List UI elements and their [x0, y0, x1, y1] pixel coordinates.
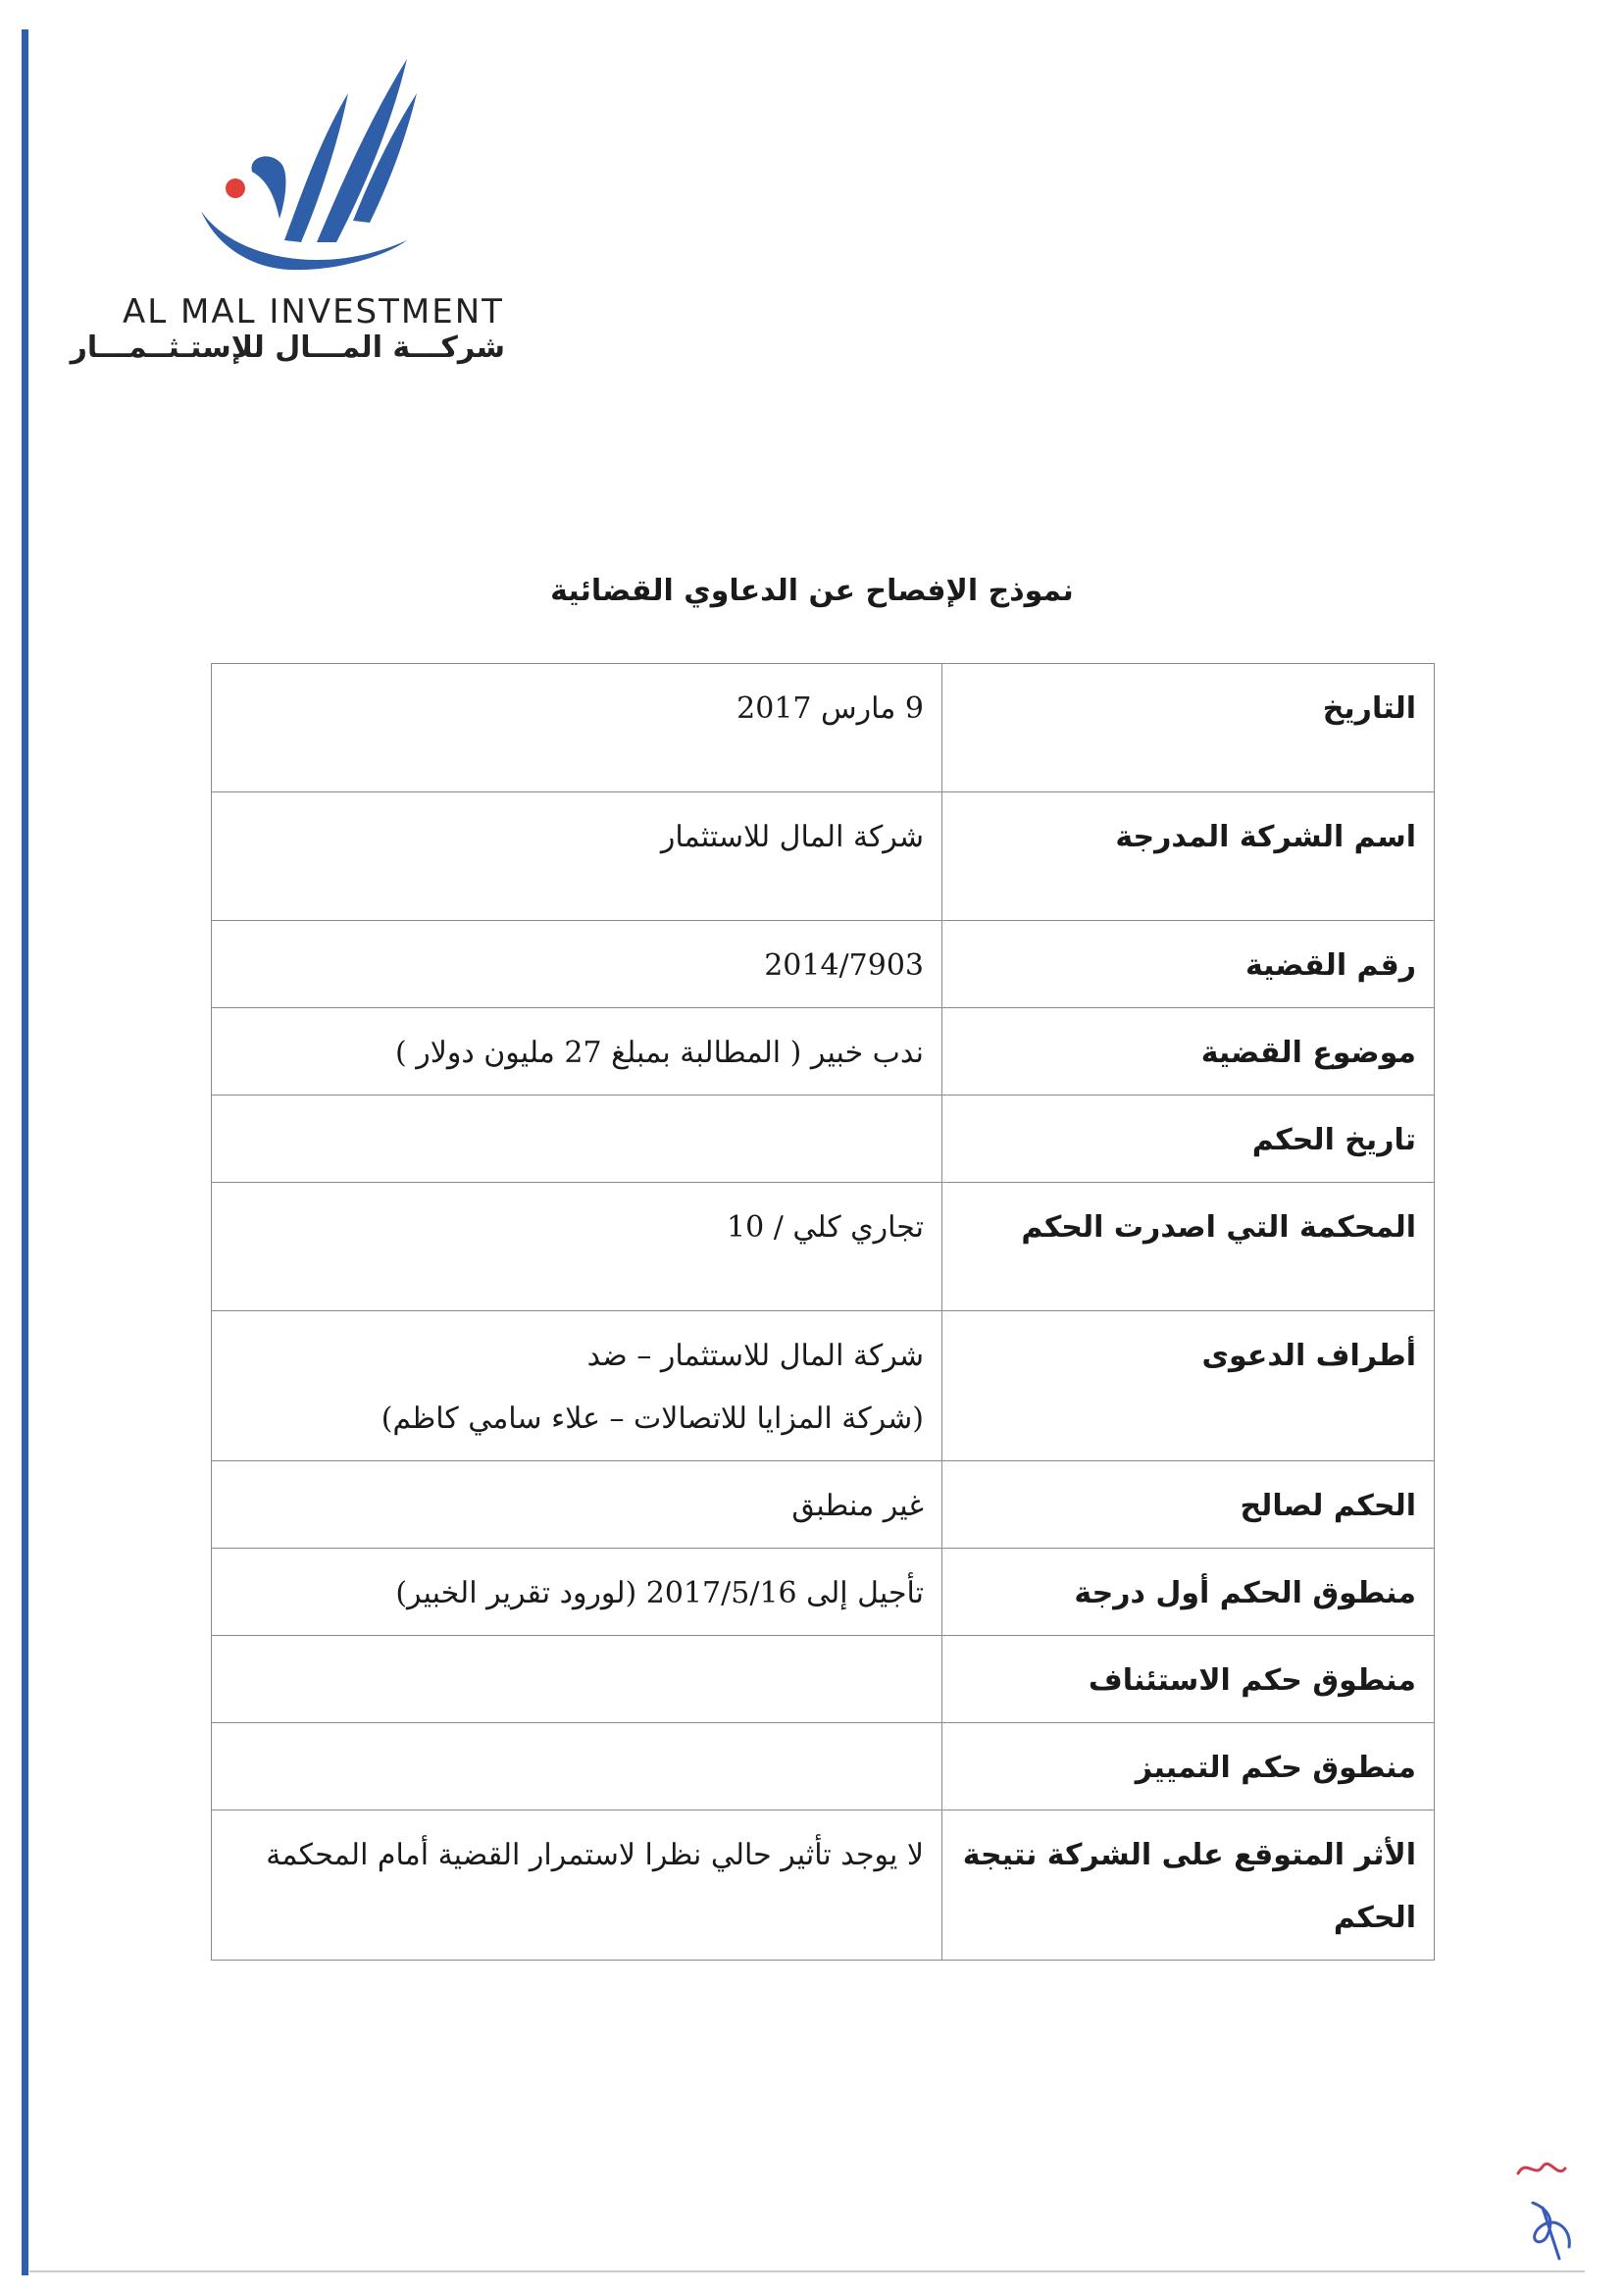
row-value: ندب خبير ( المطالبة بمبلغ 27 مليون دولار ): [212, 1008, 942, 1096]
party-line-1: شركة المال للاستثمار – ضد: [586, 1339, 924, 1373]
row-label: موضوع القضية: [942, 1008, 1435, 1096]
row-value: تأجيل إلى 2017/5/16 (لورود تقرير الخبير): [212, 1549, 942, 1636]
row-label: اسم الشركة المدرجة: [942, 792, 1435, 921]
logo-english-name: AL MAL INVESTMENT: [123, 292, 504, 331]
table-row: [212, 664, 1435, 792]
table-row: [212, 1723, 1435, 1810]
table-row: [212, 1549, 1435, 1636]
logo-mark-icon: [191, 54, 427, 294]
row-value: تجاري كلي / 10: [212, 1183, 942, 1311]
table-row: [212, 1461, 1435, 1549]
row-value: [212, 1096, 942, 1183]
table-row: [212, 1183, 1435, 1311]
row-value: [212, 1723, 942, 1810]
row-label: التاريخ: [942, 664, 1435, 792]
disclosure-table: [211, 663, 1435, 1961]
table-row: [212, 1636, 1435, 1723]
row-label: أطراف الدعوى: [942, 1311, 1435, 1461]
row-value: 9 مارس 2017: [212, 664, 942, 792]
table-row: [212, 1810, 1435, 1961]
row-label: الحكم لصالح: [942, 1461, 1435, 1549]
logo-arabic-name: شركـــة المـــال للإستـثــمـــار: [70, 331, 505, 365]
table-row: [212, 792, 1435, 921]
document-title: نموذج الإفصاح عن الدعاوي القضائية: [550, 574, 1074, 608]
row-value: شركة المال للاستثمار: [212, 792, 942, 921]
page-margin-bar: [22, 29, 28, 2275]
row-value: غير منطبق: [212, 1461, 942, 1549]
row-label: منطوق حكم الاستئناف: [942, 1636, 1435, 1723]
signature-initials-icon: [1498, 2149, 1587, 2267]
table-row: [212, 1096, 1435, 1183]
table-row: [212, 921, 1435, 1008]
row-label: المحكمة التي اصدرت الحكم: [942, 1183, 1435, 1311]
row-value: لا يوجد تأثير حالي نظرا لاستمرار القضية أمام المحكمة: [212, 1810, 942, 1961]
bottom-border: [29, 2270, 1585, 2272]
table-row: [212, 1008, 1435, 1096]
row-label: تاريخ الحكم: [942, 1096, 1435, 1183]
row-label: منطوق الحكم أول درجة: [942, 1549, 1435, 1636]
row-label: رقم القضية: [942, 921, 1435, 1008]
row-value: [212, 1311, 942, 1461]
table-row: [212, 1311, 1435, 1461]
company-logo: [70, 54, 515, 378]
party-line-2: (شركة المزايا للاتصالات – علاء سامي كاظم): [381, 1402, 924, 1436]
row-label: منطوق حكم التمييز: [942, 1723, 1435, 1810]
row-value: 2014/7903: [212, 921, 942, 1008]
row-value: [212, 1636, 942, 1723]
row-label: الأثر المتوقع على الشركة نتيجة الحكم: [942, 1810, 1435, 1961]
